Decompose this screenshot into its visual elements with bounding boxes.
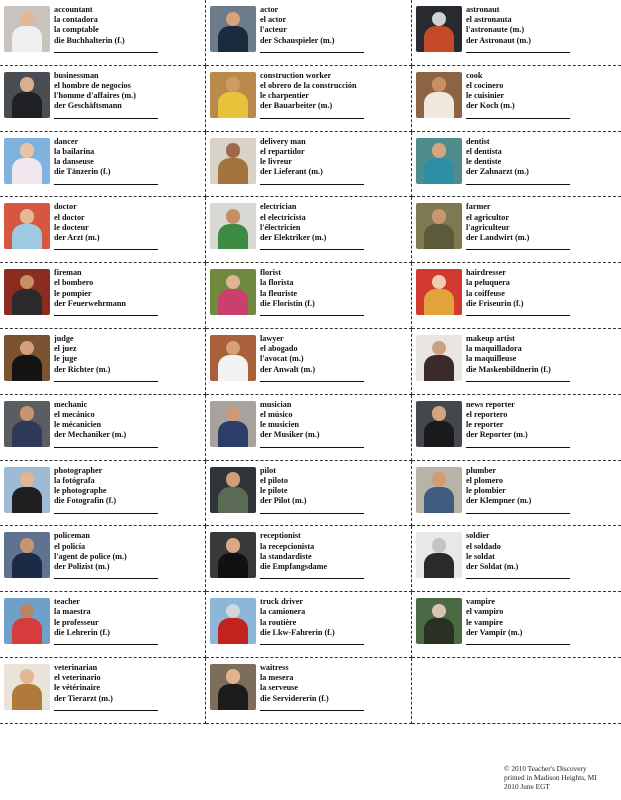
english-word: lawyer [260, 333, 284, 343]
answer-line [466, 513, 570, 514]
spanish-word: el reportero [466, 409, 508, 419]
german-word: der Polizist (m.) [54, 561, 110, 571]
spanish-word: el mecánico [54, 409, 95, 419]
vocab-card [0, 395, 206, 461]
vocab-card [206, 132, 412, 198]
occupation-photo [210, 138, 256, 184]
english-word: cook [466, 70, 483, 80]
word-list [260, 334, 410, 375]
answer-line [54, 52, 158, 53]
word-list [54, 531, 204, 572]
empty-card [412, 658, 621, 724]
french-word: le pompier [54, 288, 92, 298]
word-list [466, 268, 616, 309]
spanish-word: la mesera [260, 673, 294, 683]
answer-line [54, 118, 158, 119]
spanish-word: la fotógrafa [54, 475, 95, 485]
vocab-card [206, 395, 412, 461]
spanish-word: la maestra [54, 607, 91, 617]
occupation-photo [416, 72, 462, 118]
spanish-word: el agricultor [466, 212, 509, 222]
english-word: electrician [260, 202, 297, 212]
spanish-word: el abogado [260, 344, 298, 354]
vocab-card [412, 526, 621, 592]
word-list [54, 71, 204, 112]
english-word: photographer [54, 465, 103, 475]
occupation-photo [4, 138, 50, 184]
english-word: accountant [54, 5, 93, 14]
french-word: la fleuriste [260, 288, 298, 298]
french-word: le reporter [466, 420, 504, 430]
answer-line [54, 447, 158, 448]
occupation-photo [210, 598, 256, 644]
occupation-photo [4, 72, 50, 118]
word-list [466, 202, 616, 243]
answer-line [260, 184, 364, 185]
english-word: truck driver [260, 597, 303, 607]
english-word: farmer [466, 202, 491, 212]
word-list [54, 268, 204, 309]
answer-line [260, 52, 364, 53]
occupation-photo [416, 401, 462, 447]
french-word: la comptable [54, 25, 99, 35]
german-word: die Maskenbildnerin (f.) [466, 364, 551, 374]
english-word: judge [54, 333, 74, 343]
spanish-word: la peluquera [466, 278, 510, 288]
german-word: die Buchhalterin (f.) [54, 35, 125, 45]
french-word: l'acteur [260, 25, 287, 35]
spanish-word: el plomero [466, 475, 503, 485]
german-word: der Anwalt (m.) [260, 364, 316, 374]
spanish-word: la florista [260, 278, 294, 288]
answer-line [466, 118, 570, 119]
french-word: la serveuse [260, 683, 298, 693]
word-list [260, 71, 410, 112]
german-word: der Landwirt (m.) [466, 233, 530, 242]
answer-line [54, 578, 158, 579]
occupation-photo [210, 269, 256, 315]
german-word: die Tänzerin (f.) [54, 167, 111, 177]
english-word: teacher [54, 597, 80, 607]
word-list [466, 466, 616, 507]
answer-line [54, 184, 158, 185]
spanish-word: el actor [260, 15, 287, 25]
spanish-word: el soldado [466, 541, 501, 551]
answer-line [260, 381, 364, 382]
answer-line [466, 381, 570, 382]
occupation-photo [4, 203, 50, 249]
vocab-card [0, 461, 206, 527]
spanish-word: la maquilladora [466, 344, 522, 354]
english-word: news reporter [466, 399, 515, 409]
english-word: delivery man [260, 136, 306, 146]
word-list [260, 531, 410, 572]
spanish-word: el obrero de la construcción [260, 81, 357, 90]
answer-line [260, 118, 364, 119]
spanish-word: la recepcionista [260, 541, 315, 551]
english-word: waitress [260, 662, 289, 672]
credit-line-3: 2010 June EGT [504, 782, 550, 792]
french-word: l'homme d'affaires (m.) [54, 91, 136, 101]
vocab-card [206, 263, 412, 329]
answer-line [54, 249, 158, 250]
english-word: vampire [466, 597, 495, 607]
answer-line [260, 447, 364, 448]
vocab-card [412, 132, 621, 198]
word-list [54, 400, 204, 441]
german-word: die Floristin (f.) [260, 298, 315, 308]
spanish-word: el repartidor [260, 146, 305, 156]
german-word: der Bauarbeiter (m.) [260, 101, 333, 111]
word-list [260, 597, 410, 638]
word-list [466, 5, 616, 46]
german-word: der Koch (m.) [466, 101, 515, 111]
german-word: der Astronaut (m.) [466, 35, 531, 45]
answer-line [54, 644, 158, 645]
word-list [260, 663, 410, 704]
english-word: dentist [466, 136, 490, 146]
spanish-word: el músico [260, 409, 293, 419]
english-word: mechanic [54, 399, 88, 409]
vocab-card [206, 461, 412, 527]
occupation-photo [416, 269, 462, 315]
german-word: der Elektriker (m.) [260, 233, 327, 242]
occupation-photo [4, 664, 50, 710]
spanish-word: el bombero [54, 278, 94, 288]
spanish-word: el veterinario [54, 673, 101, 683]
german-word: die Servidererin (f.) [260, 693, 329, 703]
vocab-card [0, 329, 206, 395]
french-word: le cuisinier [466, 91, 504, 101]
vocab-card [206, 329, 412, 395]
spanish-word: el astronauta [466, 15, 512, 25]
vocab-card [0, 592, 206, 658]
german-word: die Lehrerin (f.) [54, 627, 111, 637]
answer-line [260, 710, 364, 711]
occupation-photo [210, 72, 256, 118]
spanish-word: el piloto [260, 475, 288, 485]
occupation-photo [4, 598, 50, 644]
german-word: die Empfangsdame [260, 561, 328, 571]
french-word: le vétérinaire [54, 683, 100, 693]
occupation-photo [4, 269, 50, 315]
french-word: le vampire [466, 617, 503, 627]
word-list [54, 5, 204, 46]
vocab-card [0, 197, 206, 263]
occupation-photo [210, 203, 256, 249]
french-word: l'agriculteur [466, 222, 510, 232]
german-word: die Lkw-Fahrerin (f.) [260, 627, 335, 637]
german-word: der Richter (m.) [54, 364, 111, 374]
english-word: musician [260, 399, 292, 409]
french-word: le professeur [54, 617, 99, 627]
occupation-photo [4, 6, 50, 52]
occupation-photo [210, 467, 256, 513]
word-list [466, 400, 616, 441]
occupation-photo [210, 401, 256, 447]
occupation-photo [4, 401, 50, 447]
answer-line [54, 513, 158, 514]
vocab-card [0, 658, 206, 724]
spanish-word: el policía [54, 541, 86, 551]
german-word: der Reporter (m.) [466, 430, 528, 440]
word-list [466, 531, 616, 572]
vocab-card [412, 395, 621, 461]
vocab-card [206, 0, 412, 66]
vocab-card [206, 197, 412, 263]
occupation-photo [210, 664, 256, 710]
german-word: der Vampir (m.) [466, 627, 523, 637]
german-word: der Schauspieler (m.) [260, 35, 335, 45]
english-word: astronaut [466, 5, 500, 14]
english-word: florist [260, 268, 281, 278]
french-word: le mécanicien [54, 420, 102, 430]
german-word: der Feuerwehrmann [54, 298, 126, 308]
french-word: le pilote [260, 485, 288, 495]
spanish-word: el electricista [260, 212, 306, 222]
english-word: actor [260, 5, 279, 14]
answer-line [54, 315, 158, 316]
german-word: die Friseurin (f.) [466, 298, 524, 308]
french-word: la coiffeuse [466, 288, 505, 298]
vocab-card [412, 197, 621, 263]
vocab-card [0, 132, 206, 198]
french-word: la routière [260, 617, 297, 627]
french-word: le charpentier [260, 91, 309, 101]
word-list [260, 202, 410, 243]
spanish-word: la camionera [260, 607, 306, 617]
answer-line [466, 184, 570, 185]
occupation-photo [416, 203, 462, 249]
german-word: der Pilot (m.) [260, 496, 307, 506]
french-word: la maquilleuse [466, 354, 517, 364]
word-list [260, 137, 410, 178]
occupation-photo [416, 598, 462, 644]
german-word: der Arzt (m.) [54, 233, 100, 242]
english-word: hairdresser [466, 268, 506, 278]
french-word: l'astronaute (m.) [466, 25, 525, 35]
word-list [54, 663, 204, 704]
spanish-word: el doctor [54, 212, 85, 222]
answer-line [466, 447, 570, 448]
answer-line [260, 578, 364, 579]
answer-line [54, 381, 158, 382]
answer-line [260, 249, 364, 250]
occupation-photo [416, 6, 462, 52]
answer-line [260, 315, 364, 316]
english-word: veterinarian [54, 662, 98, 672]
word-list [466, 71, 616, 112]
french-word: le dentiste [466, 157, 502, 166]
french-word: le musicien [260, 420, 299, 430]
occupation-photo [4, 335, 50, 381]
french-word: la standardiste [260, 551, 312, 561]
vocab-card [412, 329, 621, 395]
credit-line-1: © 2010 Teacher's Discovery [504, 764, 587, 773]
word-list [54, 466, 204, 507]
english-word: makeup artist [466, 333, 515, 343]
occupation-photo [210, 335, 256, 381]
vocab-card [206, 66, 412, 132]
spanish-word: el hombre de negocios [54, 81, 131, 90]
english-word: policeman [54, 531, 90, 541]
word-list [54, 137, 204, 178]
french-word: l'avocat (m.) [260, 354, 304, 364]
english-word: plumber [466, 465, 497, 475]
english-word: soldier [466, 531, 490, 541]
answer-line [466, 249, 570, 250]
answer-line [466, 52, 570, 53]
copyright-credit [504, 764, 597, 792]
word-list [466, 334, 616, 375]
vocab-card [206, 658, 412, 724]
english-word: fireman [54, 268, 82, 278]
vocab-card [0, 0, 206, 66]
french-word: le docteur [54, 222, 89, 232]
vocab-card [206, 592, 412, 658]
german-word: der Mechaniker (m.) [54, 430, 127, 440]
occupation-photo [416, 532, 462, 578]
german-word: der Musiker (m.) [260, 430, 320, 440]
french-word: la danseuse [54, 157, 94, 166]
vocab-card [412, 592, 621, 658]
german-word: der Geschäftsmann [54, 101, 122, 111]
german-word: der Klempner (m.) [466, 496, 532, 506]
vocab-card [412, 263, 621, 329]
word-list [54, 334, 204, 375]
vocab-card [412, 0, 621, 66]
spanish-word: el vampiro [466, 607, 504, 617]
word-list [54, 597, 204, 638]
answer-line [466, 578, 570, 579]
german-word: die Fotografin (f.) [54, 496, 117, 506]
occupation-photo [4, 532, 50, 578]
occupation-photo [416, 467, 462, 513]
occupation-photo [210, 6, 256, 52]
occupation-photo [416, 335, 462, 381]
german-word: der Lieferant (m.) [260, 167, 323, 177]
french-word: le juge [54, 354, 77, 364]
credit-line-2: printed in Madison Heights, MI [504, 773, 597, 783]
french-word: l'électricien [260, 222, 301, 232]
german-word: der Soldat (m.) [466, 561, 519, 571]
english-word: pilot [260, 465, 276, 475]
answer-line [260, 644, 364, 645]
english-word: receptionist [260, 531, 301, 541]
spanish-word: la contadora [54, 15, 98, 25]
word-list [466, 137, 616, 178]
answer-line [466, 315, 570, 316]
english-word: businessman [54, 70, 99, 80]
english-word: construction worker [260, 70, 332, 80]
word-list [260, 400, 410, 441]
french-word: le photographe [54, 485, 107, 495]
answer-line [260, 513, 364, 514]
german-word: der Tierarzt (m.) [54, 693, 113, 703]
german-word: der Zahnarzt (m.) [466, 167, 529, 177]
word-list [260, 466, 410, 507]
vocab-card [206, 526, 412, 592]
english-word: dancer [54, 136, 79, 146]
occupation-photo [210, 532, 256, 578]
english-word: doctor [54, 202, 77, 212]
spanish-word: el cocinero [466, 81, 504, 90]
word-list [260, 5, 410, 46]
answer-line [466, 644, 570, 645]
occupation-photo [416, 138, 462, 184]
word-list [466, 597, 616, 638]
spanish-word: la bailarina [54, 146, 95, 156]
french-word: le livreur [260, 157, 292, 166]
answer-line [54, 710, 158, 711]
french-word: le soldat [466, 551, 495, 561]
french-word: le plombier [466, 485, 506, 495]
vocab-card [0, 263, 206, 329]
vocab-card [0, 526, 206, 592]
occupation-photo [4, 467, 50, 513]
vocab-card [412, 461, 621, 527]
spanish-word: el dentista [466, 146, 502, 156]
vocab-card [0, 66, 206, 132]
vocab-card [412, 66, 621, 132]
spanish-word: el juez [54, 344, 77, 354]
word-list [260, 268, 410, 309]
word-list [54, 202, 204, 243]
french-word: l'agent de police (m.) [54, 551, 127, 561]
